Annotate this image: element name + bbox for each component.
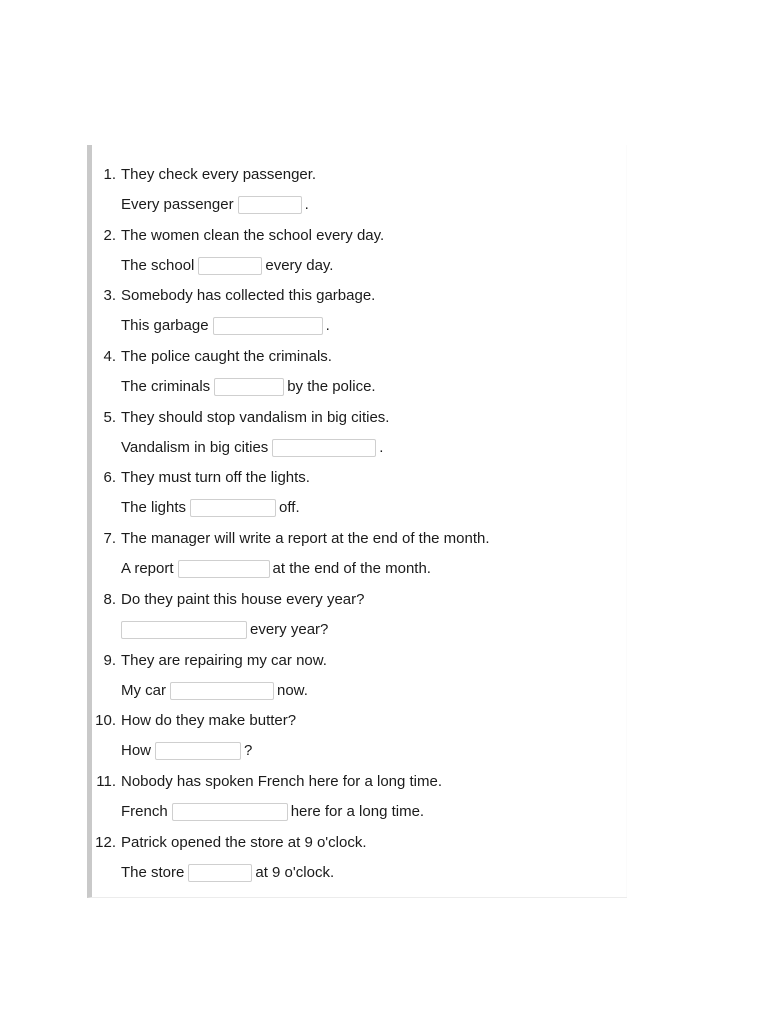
answer-line — [121, 864, 334, 882]
item-number: 6. — [103, 469, 116, 487]
item-number: 8. — [103, 590, 116, 608]
answer-text-before: The lights — [121, 499, 187, 517]
answer-input-4[interactable] — [214, 378, 284, 396]
answer-text-before: My car — [121, 681, 166, 699]
answer-input-10[interactable] — [155, 742, 241, 760]
exercise-item-10 — [92, 706, 612, 767]
item-prompt: Nobody has spoken French here for a long time. — [121, 772, 443, 790]
answer-text-after: here for a long time. — [290, 802, 425, 820]
answer-line — [121, 439, 383, 457]
item-number: 11. — [96, 772, 116, 790]
item-prompt: The manager will write a report at the end of the month. — [121, 530, 490, 548]
exercise-item-9 — [92, 646, 612, 707]
answer-input-2[interactable] — [198, 257, 262, 275]
item-number: 1. — [103, 166, 116, 183]
answer-text-after: every year? — [250, 620, 329, 638]
answer-text-after: off. — [279, 499, 300, 517]
answer-text-after: by the police. — [287, 378, 376, 396]
exercise-item-11 — [92, 767, 612, 828]
answer-input-3[interactable] — [213, 317, 323, 335]
item-number: 4. — [103, 348, 116, 366]
answer-text-after: now. — [277, 681, 308, 699]
answer-input-6[interactable] — [190, 499, 276, 517]
item-prompt: The women clean the school every day. — [121, 226, 385, 244]
answer-input-5[interactable] — [272, 439, 376, 457]
answer-line — [121, 803, 424, 821]
exercise-item-5 — [92, 403, 612, 464]
item-prompt: They must turn off the lights. — [121, 469, 310, 487]
answer-text-before: The criminals — [121, 378, 211, 396]
item-prompt: How do they make butter? — [121, 712, 297, 730]
item-number: 10. — [95, 712, 116, 730]
answer-text-before: Every passenger — [121, 196, 234, 213]
item-number: 7. — [103, 530, 116, 548]
answer-text-before: The store — [121, 863, 185, 881]
exercise-item-12 — [92, 828, 612, 889]
exercise-item-2 — [92, 221, 612, 282]
answer-text-after: at 9 o'clock. — [255, 863, 335, 881]
answer-line — [121, 560, 431, 578]
exercise-item-4 — [92, 342, 612, 403]
item-prompt: The police caught the criminals. — [121, 348, 332, 366]
answer-input-8[interactable] — [121, 621, 247, 639]
item-number: 9. — [103, 651, 116, 669]
item-number: 12. — [95, 833, 116, 851]
item-prompt: They check every passenger. — [121, 166, 317, 183]
answer-line — [121, 682, 308, 700]
answer-input-1[interactable] — [238, 196, 302, 214]
answer-input-7[interactable] — [178, 560, 270, 578]
answer-text-before: A report — [121, 560, 174, 578]
answer-text-before: French — [121, 802, 168, 820]
answer-text-before: The school — [121, 256, 195, 274]
exercise-item-8 — [92, 585, 612, 646]
item-prompt: They are repairing my car now. — [121, 651, 327, 669]
answer-text-before: How — [121, 742, 152, 760]
answer-line — [121, 196, 309, 214]
exercise-item-7 — [92, 524, 612, 585]
answer-text-after: at the end of the month. — [272, 560, 431, 578]
answer-line — [121, 621, 328, 639]
answer-text-after: . — [379, 438, 384, 456]
answer-line — [121, 499, 300, 517]
answer-text-after: . — [304, 196, 309, 213]
item-number: 2. — [103, 226, 116, 244]
answer-text-before: Vandalism in big cities — [121, 438, 269, 456]
answer-input-11[interactable] — [172, 803, 288, 821]
item-prompt: They should stop vandalism in big cities. — [121, 408, 390, 426]
answer-input-9[interactable] — [170, 682, 274, 700]
answer-line — [121, 378, 376, 396]
item-prompt: Patrick opened the store at 9 o'clock. — [121, 833, 367, 851]
answer-text-after: ? — [244, 742, 253, 760]
item-prompt: Do they paint this house every year? — [121, 590, 365, 608]
exercise-item-1 — [92, 160, 612, 221]
answer-text-after: every day. — [265, 256, 334, 274]
answer-input-12[interactable] — [188, 864, 252, 882]
answer-line — [121, 742, 252, 760]
answer-text-before: This garbage — [121, 317, 209, 335]
item-number: 3. — [103, 287, 116, 305]
exercise-item-6 — [92, 463, 612, 524]
item-prompt: Somebody has collected this garbage. — [121, 287, 376, 305]
exercise-list — [92, 160, 612, 888]
worksheet-panel — [87, 145, 627, 898]
answer-text-after: . — [325, 317, 330, 335]
exercise-item-3 — [92, 281, 612, 342]
answer-line — [121, 257, 333, 275]
answer-line — [121, 317, 330, 335]
item-number: 5. — [103, 408, 116, 426]
